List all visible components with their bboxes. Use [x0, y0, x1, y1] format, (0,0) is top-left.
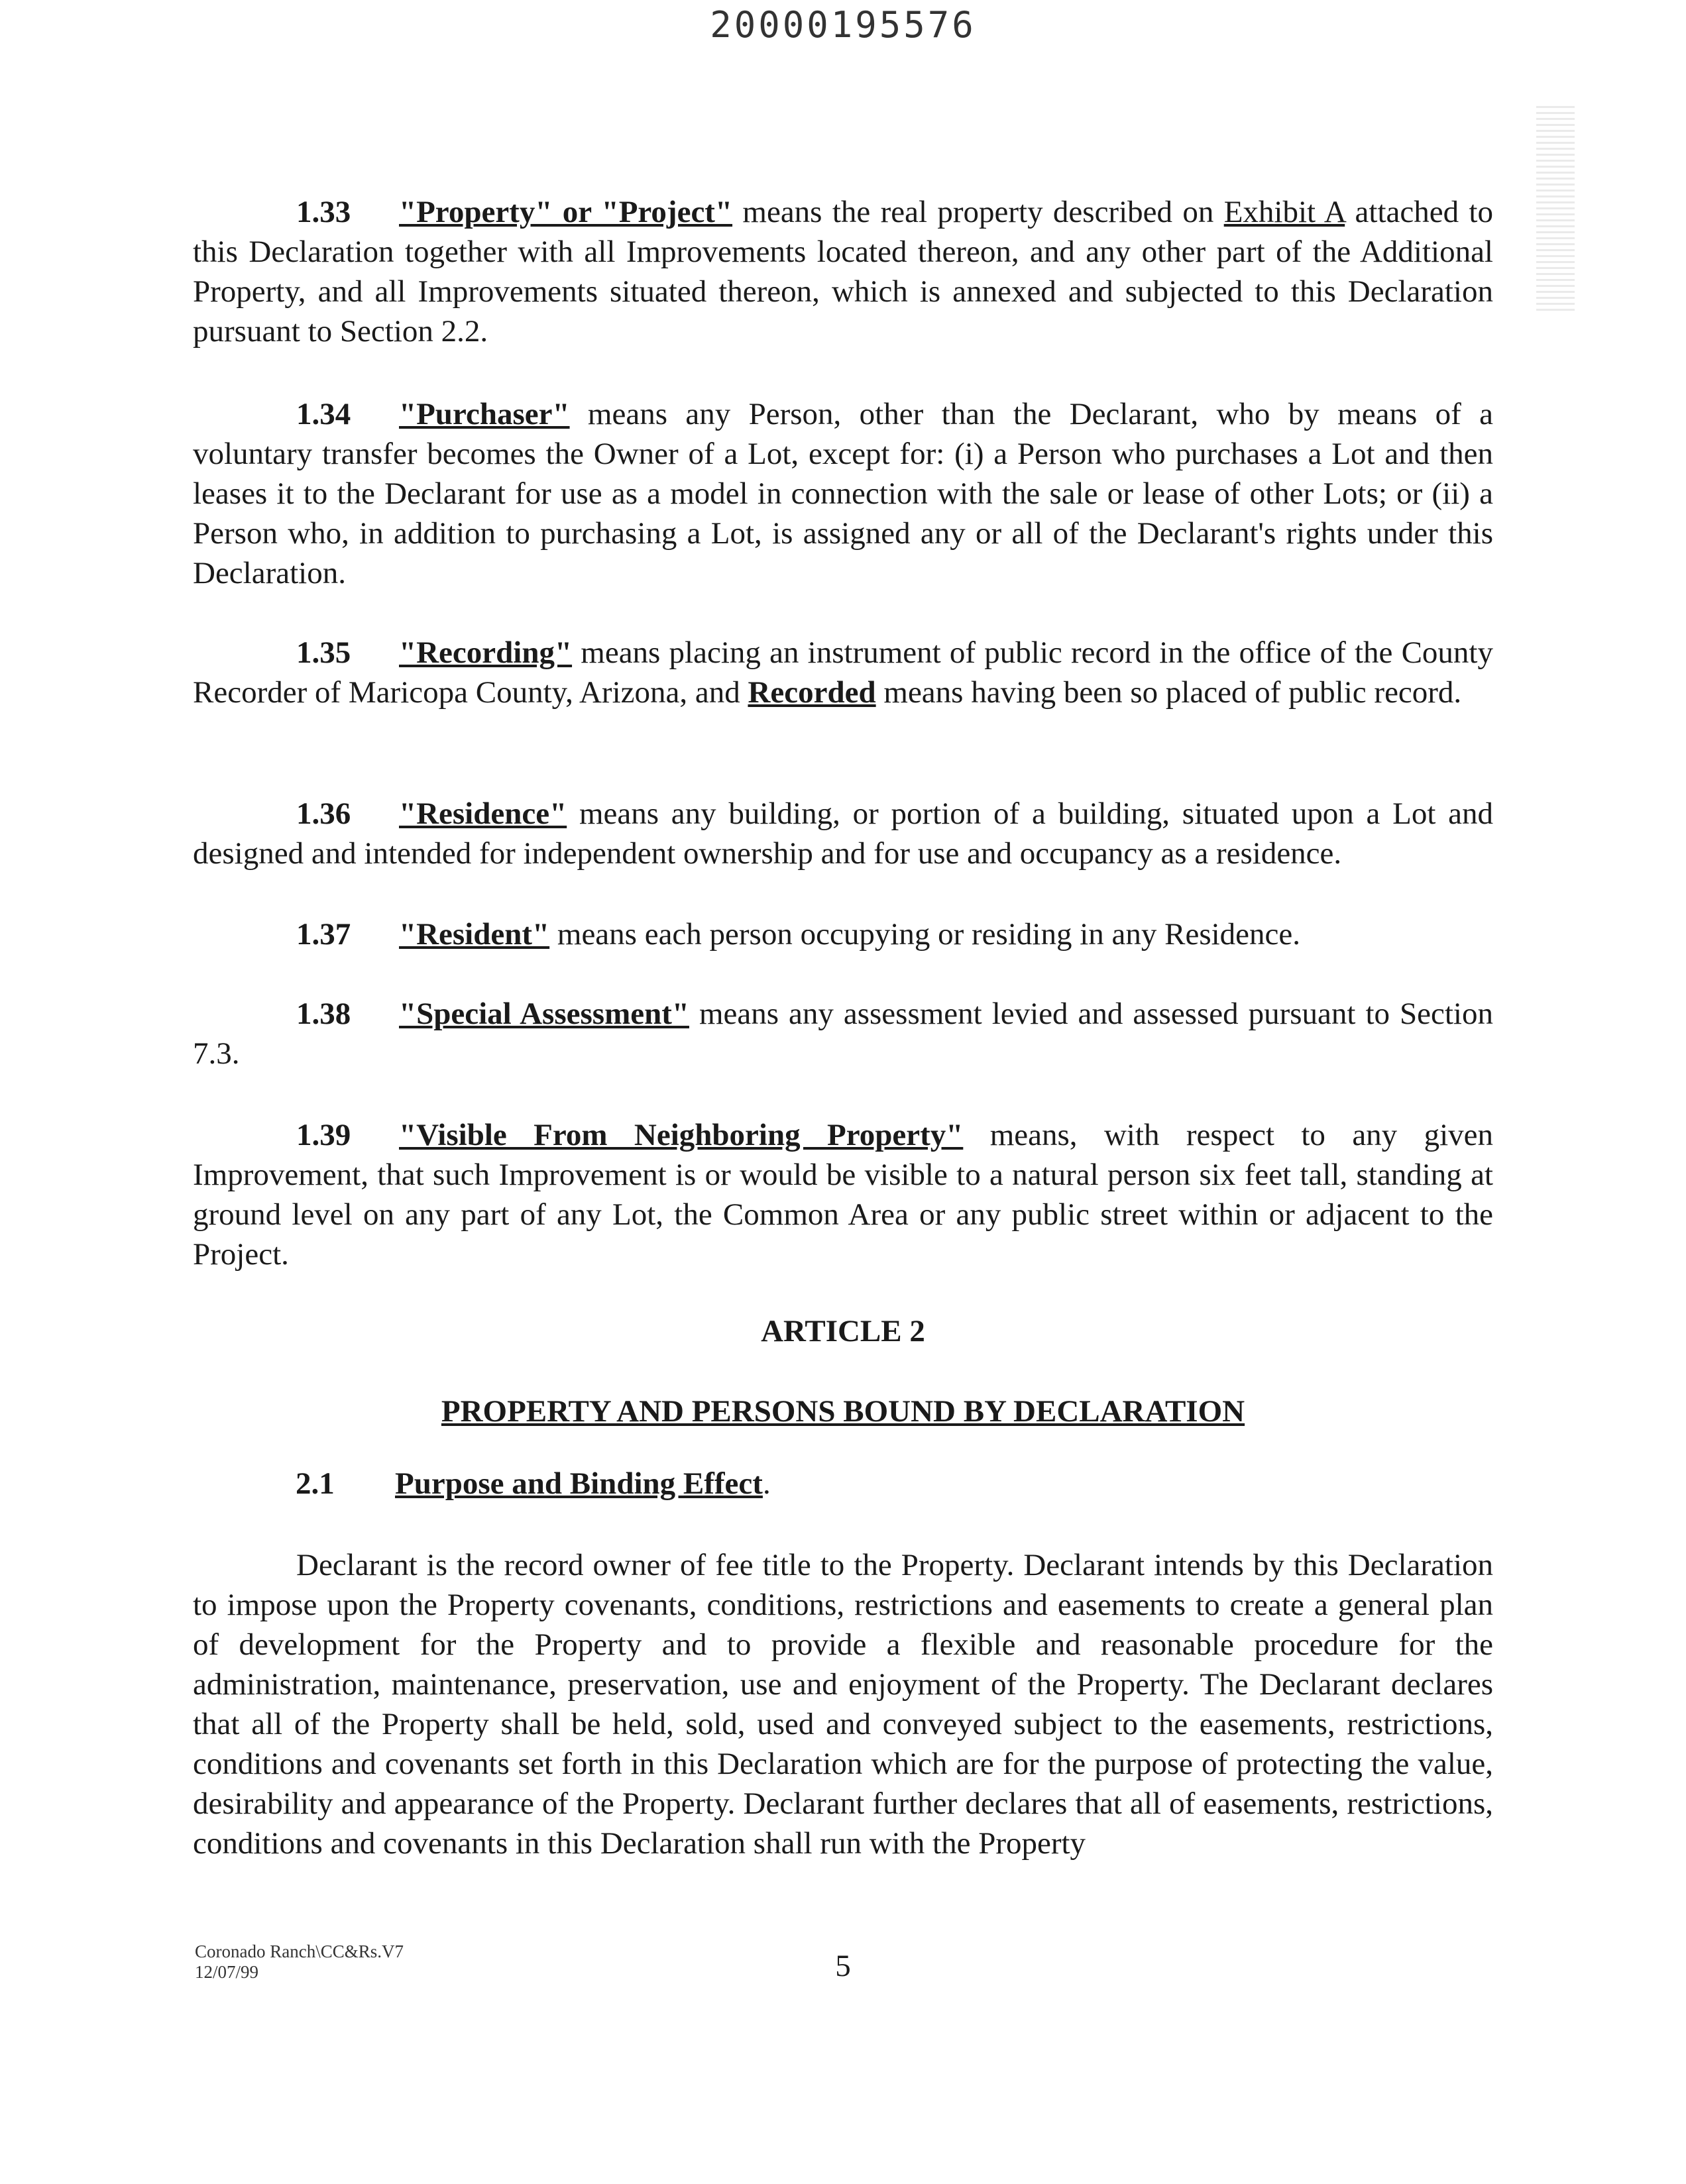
- defined-term: "Visible From Neighboring Property": [399, 1118, 964, 1152]
- record-number: 20000195576: [710, 4, 976, 46]
- definition-text: means any Person, other than the Declarant, who by means of a voluntary transfer becomes the Owner of a Lot, except for: (i) a Person who purchases a Lot and then leases it to the Declarant for use as a model in connection with the sale or lease of other Lots; or (ii) a Person who, in addition to purchasing a Lot, is assigned any or all of the Declarant's rights under this Declaration.: [193, 397, 1493, 590]
- section-1-35: [193, 633, 1493, 712]
- defined-term: "Purchaser": [399, 397, 570, 431]
- definition-text: means any building, or portion of a building, situated upon a Lot and designed and intended for independent ownership and for use and occupancy as a residence.: [193, 796, 1493, 871]
- section-number: 1.33: [296, 195, 351, 229]
- article-heading: ARTICLE 2: [761, 1314, 925, 1348]
- section-number: 1.38: [296, 997, 351, 1031]
- section-number: 1.34: [296, 397, 351, 431]
- definition-text: means the real property described on: [732, 195, 1224, 229]
- section-1-39: [193, 1115, 1493, 1274]
- subsection-number: 2.1: [296, 1466, 335, 1501]
- section-number: 1.37: [296, 917, 351, 952]
- subsection-period: .: [762, 1466, 771, 1501]
- purpose-paragraph: [193, 1545, 1493, 1863]
- definition-text: means each person occupying or residing in any Residence.: [549, 917, 1301, 952]
- section-number: 1.36: [296, 796, 351, 831]
- subsection-heading: [296, 1466, 771, 1502]
- paragraph-text: Declarant is the record owner of fee title to the Property. Declarant intends by this Declaration to impose upon the Property covenants, conditions, restrictions and easements to create a general plan of development for the Property and to provide a flexible and reasonable procedure for the administration, maintenance, preservation, use and enjoyment of the Property. The Declarant declares that all of the Property shall be held, sold, used and conveyed subject to the easements, restrictions, conditions and covenants set forth in this Declaration which are for the purpose of protecting the value, desirability and appearance of the Property. Declarant further declares that all of easements, restrictions, conditions and covenants in this Declaration shall run with the Property: [193, 1548, 1493, 1861]
- definition-text: attached to this Declaration together with all Improvements located thereon, and any other part of the Additional Property, and all Improvements situated thereon, which is annexed and subjected to this Declaration pursuant to Section 2.2.: [193, 195, 1493, 349]
- defined-term: "Property" or "Project": [399, 195, 733, 229]
- subsection-title: Purpose and Binding Effect: [395, 1466, 763, 1501]
- article-title: [0, 1393, 1686, 1429]
- defined-term-recorded: Recorded: [748, 675, 876, 710]
- section-1-36: [193, 794, 1493, 873]
- section-number: 1.39: [296, 1118, 351, 1152]
- article-title-text: PROPERTY AND PERSONS BOUND BY DECLARATION: [441, 1394, 1245, 1429]
- defined-term: "Residence": [399, 796, 567, 831]
- section-1-34: [193, 394, 1493, 593]
- section-1-38: [193, 994, 1493, 1073]
- footer-date: 12/07/99: [195, 1962, 259, 1982]
- definition-text: means any assessment levied and assessed pursuant to Section 7.3.: [193, 997, 1493, 1071]
- definition-text: means having been so placed of public record.: [875, 675, 1462, 710]
- defined-term: "Recording": [399, 635, 573, 670]
- section-number: 1.35: [296, 635, 351, 670]
- recording-stamp: [1536, 106, 1575, 311]
- exhibit-link[interactable]: Exhibit A: [1223, 195, 1345, 229]
- defined-term: "Special Assessment": [399, 997, 689, 1031]
- defined-term: "Resident": [399, 917, 550, 952]
- definition-text: means placing an instrument of public record in the office of the County Recorder of Maricopa County, Arizona, and: [193, 635, 1493, 710]
- page-number: 5: [835, 1949, 851, 1983]
- definition-text: means, with respect to any given Improvement, that such Improvement is or would be visible to a natural person six feet tall, standing at ground level on any part of any Lot, the Common Area or any public street within or adjacent to the Project.: [193, 1118, 1493, 1272]
- footer-file: Coronado Ranch\CC&Rs.V7: [195, 1941, 404, 1961]
- section-1-37: [193, 914, 1493, 954]
- section-1-33: [193, 192, 1493, 351]
